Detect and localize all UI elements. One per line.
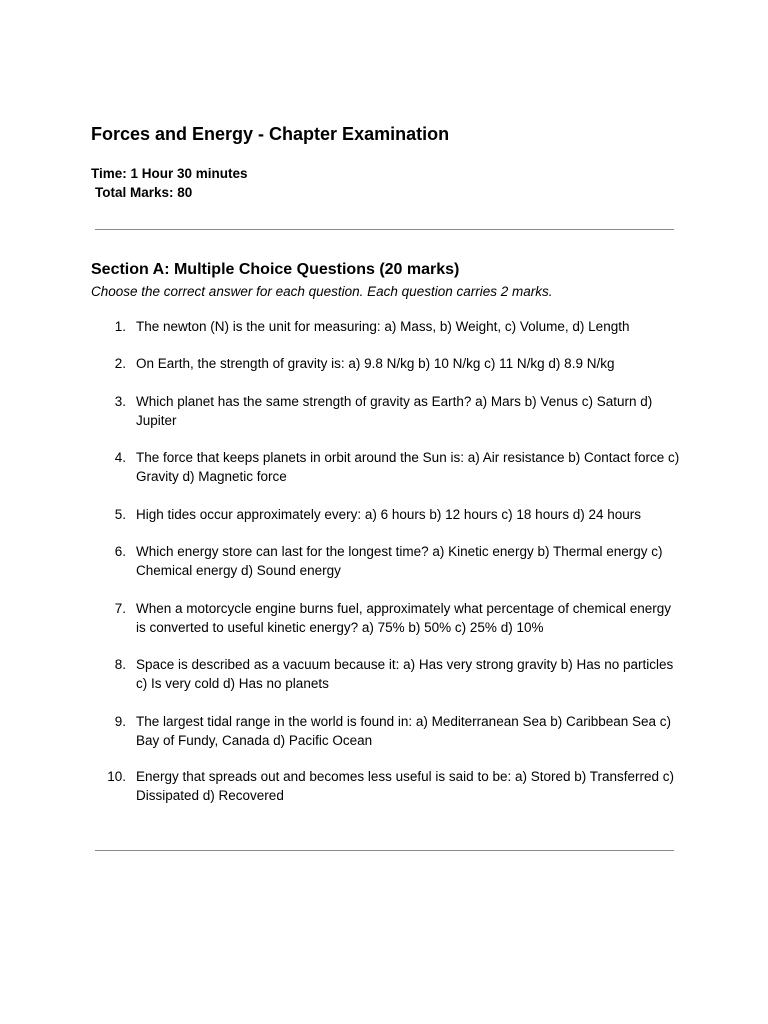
- section-a-heading: Section A: Multiple Choice Questions (20 marks): [91, 261, 460, 278]
- question-text: Which planet has the same strength of gravity as Earth? a) Mars b) Venus c) Saturn d) Jupiter: [136, 394, 653, 428]
- question-number: 5.: [114, 507, 126, 522]
- exam-title: Forces and Energy - Chapter Examination: [91, 124, 450, 144]
- question-number: 9.: [114, 714, 126, 729]
- question-number: 3.: [114, 394, 126, 409]
- divider-bottom: [95, 850, 674, 851]
- question-number: 2.: [114, 356, 126, 371]
- question-text: High tides occur approximately every: a) 6 hours b) 12 hours c) 18 hours d) 24 hours: [136, 507, 641, 522]
- exam-time: Time: 1 Hour 30 minutes: [91, 166, 248, 181]
- question-text: The newton (N) is the unit for measuring: a) Mass, b) Weight, c) Volume, d) Length: [136, 319, 630, 334]
- question-text: When a motorcycle engine burns fuel, approximately what percentage of chemical energy is converted to useful kinetic energy? a) 75% b) 50% c) 25% d) 10%: [136, 601, 672, 635]
- question-text: On Earth, the strength of gravity is: a) 9.8 N/kg b) 10 N/kg c) 11 N/kg d) 8.9 N/kg: [136, 356, 615, 371]
- question-text: Space is described as a vacuum because it: a) Has very strong gravity b) Has no particles c) Is very cold d) Has no planets: [136, 657, 674, 691]
- question-text: The force that keeps planets in orbit around the Sun is: a) Air resistance b) Contact force c) Gravity d) Magnetic force: [136, 450, 680, 484]
- section-a-instructions: Choose the correct answer for each question. Each question carries 2 marks.: [91, 284, 553, 299]
- question-number: 8.: [114, 657, 126, 672]
- question-number: 4.: [114, 450, 126, 465]
- question-number: 7.: [114, 601, 126, 616]
- divider-top: [95, 229, 674, 230]
- question-text: The largest tidal range in the world is found in: a) Mediterranean Sea b) Caribbean Sea c) Bay of Fundy, Canada d) Pacific Ocean: [136, 714, 672, 748]
- question-number: 10.: [107, 769, 126, 784]
- question-text: Energy that spreads out and becomes less useful is said to be: a) Stored b) Transferred c) Dissipated d) Recovered: [136, 769, 675, 803]
- question-number: 1.: [114, 319, 126, 334]
- exam-total-marks: Total Marks: 80: [95, 185, 193, 200]
- question-number: 6.: [114, 544, 126, 559]
- question-text: Which energy store can last for the longest time? a) Kinetic energy b) Thermal energy c) Chemical energy d) Sound energy: [136, 544, 663, 578]
